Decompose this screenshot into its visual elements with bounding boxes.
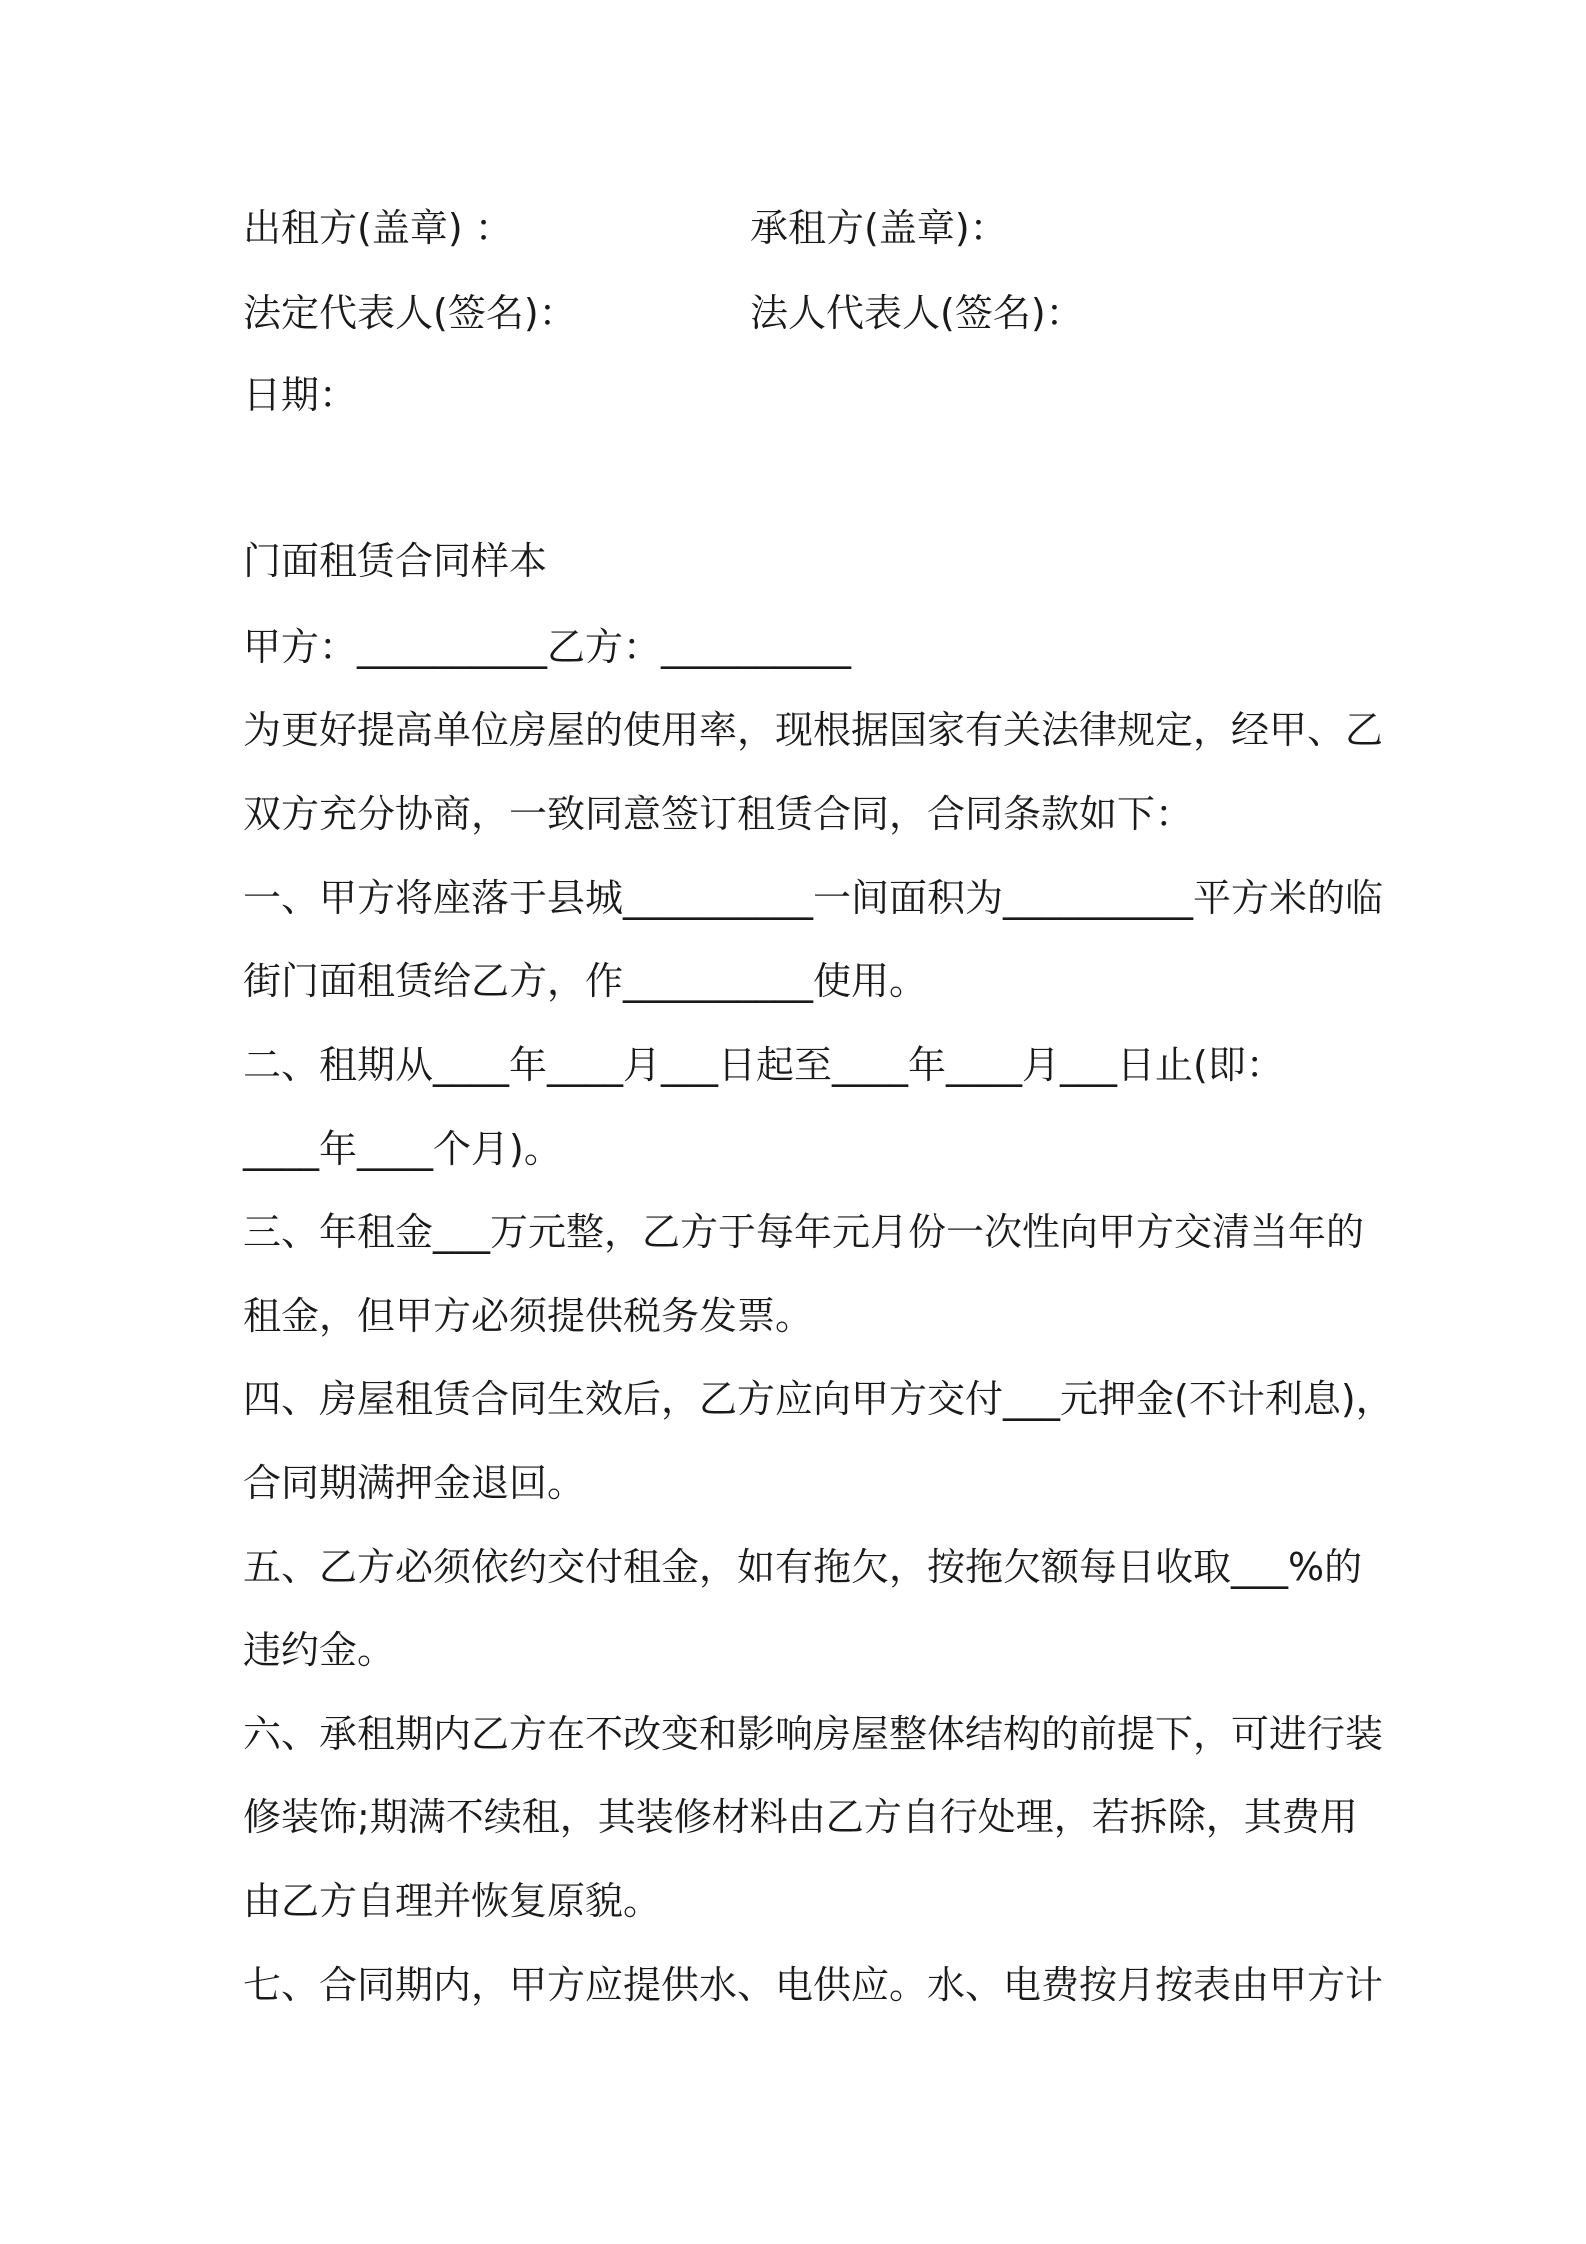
contract-title: 门面租赁合同样本 (243, 539, 548, 583)
clause-6-line-3: 由乙方自理并恢复原貌。 (243, 1879, 662, 1923)
legal-rep-sign-label: 法定代表人(签名)： (243, 291, 577, 335)
clause-5-line-2: 违约金。 (243, 1628, 396, 1672)
legal-person-sign-label: 法人代表人(签名)： (750, 291, 1084, 335)
clause-2-line-2: ____年____个月)。 (243, 1127, 562, 1171)
intro-line-2: 双方充分协商，一致同意签订租赁合同，合同条款如下： (243, 792, 1194, 836)
clause-3-line-1: 三、年租金___万元整，乙方于每年元月份一次性向甲方交清当年的 (243, 1210, 1365, 1254)
clause-1-line-2: 街门面租赁给乙方，作__________使用。 (243, 959, 928, 1003)
clause-6-line-2: 修装饰;期满不续租，其装修材料由乙方自行处理，若拆除，其费用 (243, 1795, 1358, 1839)
clause-4-line-1: 四、房屋租赁合同生效后，乙方应向甲方交付___元押金(不计利息)， (243, 1377, 1394, 1421)
date-label: 日期： (243, 373, 358, 417)
clause-2-line-1: 二、租期从____年____月___日起至____年____月___日止(即： (243, 1043, 1284, 1087)
clause-7-line-1: 七、合同期内，甲方应提供水、电供应。水、电费按月按表由甲方计 (243, 1963, 1384, 2007)
lessee-seal-label: 承租方(盖章)： (750, 206, 1008, 250)
intro-line-1: 为更好提高单位房屋的使用率，现根据国家有关法律规定，经甲、乙 (243, 708, 1384, 752)
clause-4-line-2: 合同期满押金退回。 (243, 1461, 586, 1505)
clause-3-line-2: 租金，但甲方必须提供税务发票。 (243, 1294, 814, 1338)
lessor-seal-label: 出租方(盖章) ： (243, 206, 513, 250)
parties-line: 甲方：__________乙方：__________ (243, 625, 852, 669)
clause-1-line-1: 一、甲方将座落于县城__________一间面积为__________平方米的临 (243, 876, 1384, 920)
clause-5-line-1: 五、乙方必须依约交付租金，如有拖欠，按拖欠额每日收取___%的 (243, 1545, 1363, 1589)
clause-6-line-1: 六、承租期内乙方在不改变和影响房屋整体结构的前提下，可进行装 (243, 1712, 1384, 1756)
